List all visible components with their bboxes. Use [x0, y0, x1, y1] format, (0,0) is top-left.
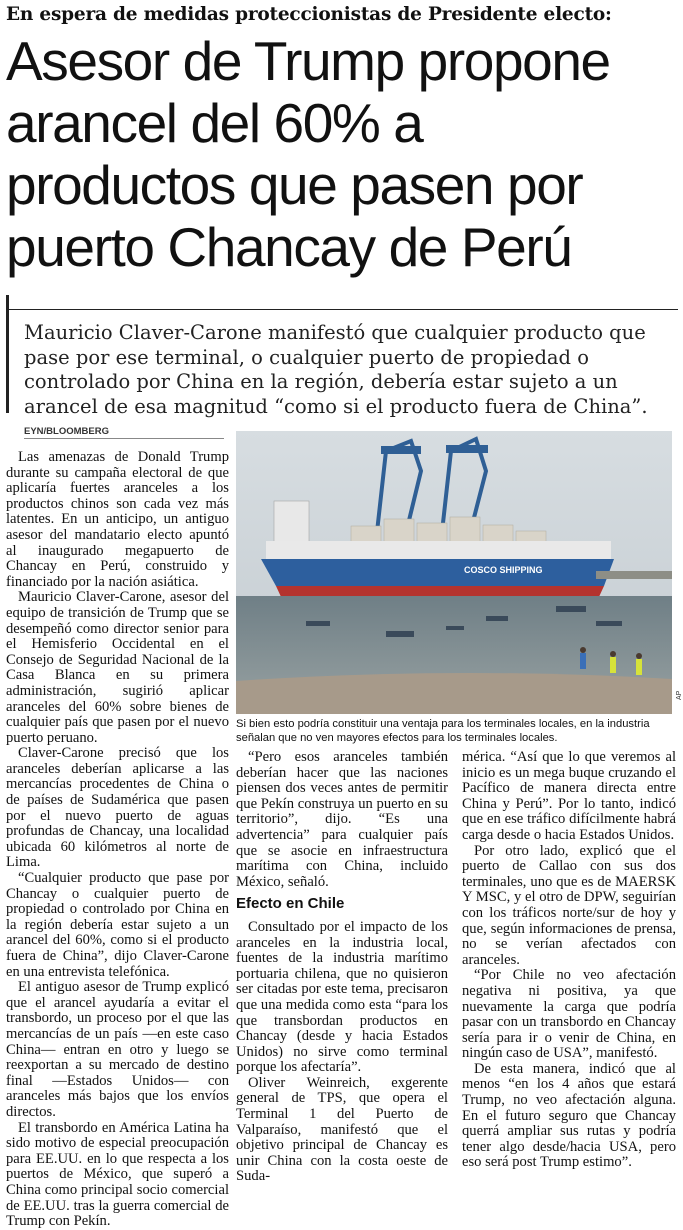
paragraph: Oliver Weinreich, exgerente general de TPS, que opera el Terminal 1 del Puerto de Valparaíso, manifestó que el objetivo principal de Chancay es unir China con la costa oeste de Suda-: [236, 1074, 448, 1185]
headline-line: arancel del 60% a: [6, 92, 423, 154]
paragraph: Claver-Carone precisó que los aranceles deberían aplicarse a las mercancías procedentes de China o de países de Sudamérica que pasen por el nuevo puerto de aguas profundas de Chancay, una localidad ubicada 60 kilómetros al norte de Lima.: [6, 745, 229, 871]
paragraph: mérica. “Así que lo que veremos al inicio es un mega buque cruzando el Pacífico de manera directa entre China y Perú”. Por lo tanto, indicó que en ese tráfico difícilmente habrá carga desde o hacia Estados Unidos.: [462, 749, 676, 843]
article-column-2: [236, 750, 448, 1185]
ship-label: COSCO SHIPPING: [464, 565, 543, 575]
kicker: En espera de medidas proteccionistas de Presidente electo:: [6, 4, 612, 25]
subhead: Efecto en Chile: [236, 895, 345, 913]
headline-line: Asesor de Trump propone: [6, 30, 610, 92]
paragraph: Por otro lado, explicó que el puerto de Callao con sus dos terminales, uno que es de MAERSK Y MSC, y el otro de DPW, seguirían con los tráficos norte/sur de hoy y que, según informaciones de prensa, no se verían afectados con aranceles.: [462, 842, 676, 968]
paragraph: Mauricio Claver-Carone, asesor del equipo de transición de Trump que se desempeñó como director senior para el Hemisferio Occidental en el Consejo de Seguridad Nacional de la Casa Blanca en su primera administración, sugirió aplicar aranceles del 60% sobre bienes de cualquier país que pasen por el nuevo puerto peruano.: [6, 589, 229, 746]
paragraph: “Pero esos aranceles también deberían hacer que las naciones piensen dos veces antes de permitir que Pekín construya un puerto en su territorio”, dijo. “Es una advertencia” para cualquier país que se asocie en infraestructura marítima con China, incluido México, señaló.: [236, 749, 448, 890]
byline: EYN/BLOOMBERG: [24, 426, 109, 437]
paragraph: “Por Chile no veo afectación negativa ni positiva, ya que nuevamente la carga que podría pasar con un transbordo en Chancay sería para ir o venir de China, en ningún caso de USA”, manifestó.: [462, 967, 676, 1062]
byline-rule: [24, 438, 224, 439]
headline: [6, 30, 678, 278]
headline-line: productos que pasen por: [6, 154, 583, 216]
paragraph: El antiguo asesor de Trump explicó que el arancel ayudaría a evitar el transbordo, un proceso por el que las mercancías de un país —en este caso China— entran en otro y luego se reexportan a su mercado de destino final —Estados Unidos— con aranceles más bajos que los envíos directos.: [6, 979, 229, 1120]
photo-credit: AP: [676, 690, 683, 700]
headline-line: puerto Chancay de Perú: [6, 216, 572, 278]
article-column-1: [6, 450, 229, 1230]
photo-caption: Si bien esto podría constituir una ventaja para los terminales locales, en la industria señalan que no ven mayores efectos para los terminales locales.: [236, 718, 650, 744]
paragraph: El transbordo en América Latina ha sido motivo de especial preocupación para EE.UU. en lo que respecta a los puertos de México, que superó a China como principal socio comercial de EE.UU. tras la guerra comercial de Trump con Pekín.: [6, 1119, 229, 1230]
article-column-3: [462, 750, 676, 1171]
port-photo: [236, 431, 672, 714]
deck: Mauricio Claver-Carone manifestó que cualquier producto que pase por ese terminal, o cualquier puerto de propiedad o controlado por China en la región, debería estar sujeto a un arancel de esa magnitud “como si el producto fuera de China”.: [24, 321, 648, 418]
paragraph: “Cualquier producto que pase por Chancay o cualquier puerto de propiedad o controlado por China en la región debería estar sujeto a un arancel del 60%, como si el producto fuera de China”, dijo Claver-Carone en una entrevista telefónica.: [6, 870, 229, 980]
paragraph: Consultado por el impacto de los aranceles en la industria local, fuentes de la industria marítimo portuaria chilena, que no quisieron ser citadas por este tema, precisaron que una medida como esta “para los que transbordan productos en Chancay (desde y hacia Estados Unidos) no sirve como terminal porque los afectaría”.: [236, 918, 448, 1076]
headline-rule: [6, 309, 678, 310]
paragraph: De esta manera, indicó que al menos “en los 4 años que estará Trump, no veo afectación alguna. En el futuro seguro que Chancay querrá ampliar sus rutas y podría tener algo desde/hacia USA, pero eso será post Trump estimo”.: [462, 1060, 676, 1171]
deck-left-bar: [6, 295, 9, 413]
paragraph: Las amenazas de Donald Trump durante su campaña electoral de que aplicaría fuertes aranceles a los productos chinos son cada vez más latentes. En un anticipo, un antiguo asesor del mandatario electo apuntó al inaugurado megapuerto de Chancay en Perú, construido y financiado por la nación asiática.: [6, 449, 229, 590]
port-photo-illustration: [236, 431, 672, 714]
